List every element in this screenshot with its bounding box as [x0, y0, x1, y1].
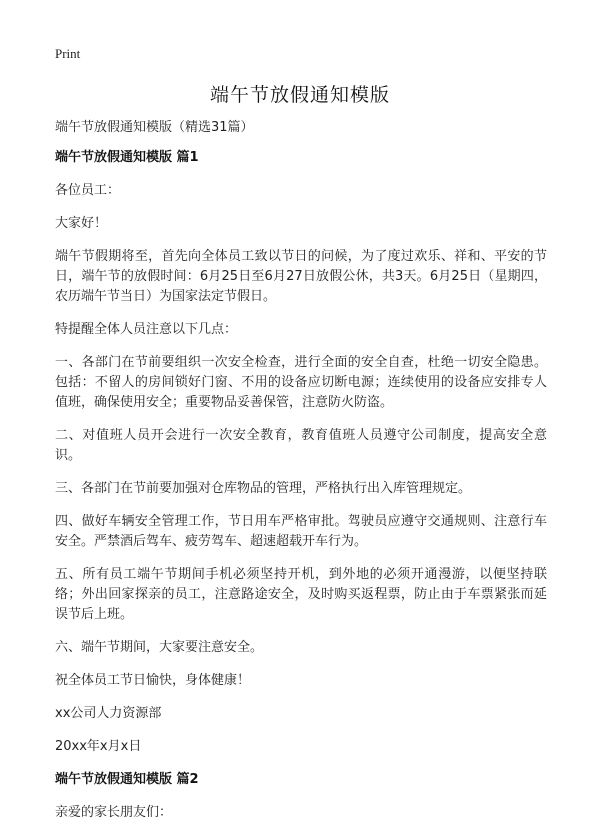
print-label: Print [55, 46, 81, 61]
greeting-paragraph-2: 亲爱的家长朋友们： [55, 805, 173, 820]
document-body [55, 118, 547, 836]
intro-paragraph: 端午节假期将至，首先向全体员工致以节日的问候，为了度过欢乐、祥和、平安的节日，端午节的放假时间：6月25日至6月27日放假公休，共3天。6月25日（星期四，农历端午节当日）为国家法定节假日。 [55, 249, 547, 304]
signature-line: xx公司人力资源部 [55, 706, 162, 721]
section-heading-2: 端午节放假通知模版 篇2 [55, 772, 199, 787]
point-paragraph-3: 三、各部门在节前要加强对仓库物品的管理，严格执行出入库管理规定。 [55, 481, 472, 496]
notice-paragraph: 特提醒全体人员注意以下几点： [55, 322, 238, 337]
point-paragraph-5: 五、所有员工端午节期间手机必须坚持开机，到外地的必须开通漫游，以便坚持联络；外出回家探亲的员工，注意路途安全，及时购买返程票，防止由于车票紧张而延误节后上班。 [55, 567, 547, 622]
wishes-paragraph: 祝全体员工节日愉快，身体健康！ [55, 673, 251, 688]
date-line: 20xx年x月x日 [55, 739, 142, 754]
document-subtitle: 端午节放假通知模版（精选31篇） [55, 120, 254, 135]
point-paragraph-2: 二、对值班人员开会进行一次安全教育，教育值班人员遵守公司制度，提高安全意识。 [55, 428, 547, 463]
point-paragraph-1: 一、各部门在节前要组织一次安全检查，进行全面的安全自查，杜绝一切安全隐患。包括：不留人的房间锁好门窗、不用的设备应切断电源；连续使用的设备应安排专人值班，确保使用安全；重要物品妥善保管，注意防火防盗。 [55, 355, 547, 410]
point-paragraph-4: 四、做好车辆安全管理工作，节日用车严格审批。驾驶员应遵守交通规则、注意行车安全。严禁酒后驾车、疲劳驾车、超速超载开车行为。 [55, 514, 547, 549]
hello-paragraph: 大家好！ [55, 216, 108, 231]
greeting-paragraph: 各位员工： [55, 183, 121, 198]
document-title: 端午节放假通知模版 [209, 84, 390, 106]
section-heading-1: 端午节放假通知模版 篇1 [55, 150, 199, 165]
point-paragraph-6: 六、端午节期间，大家要注意安全。 [55, 640, 264, 655]
